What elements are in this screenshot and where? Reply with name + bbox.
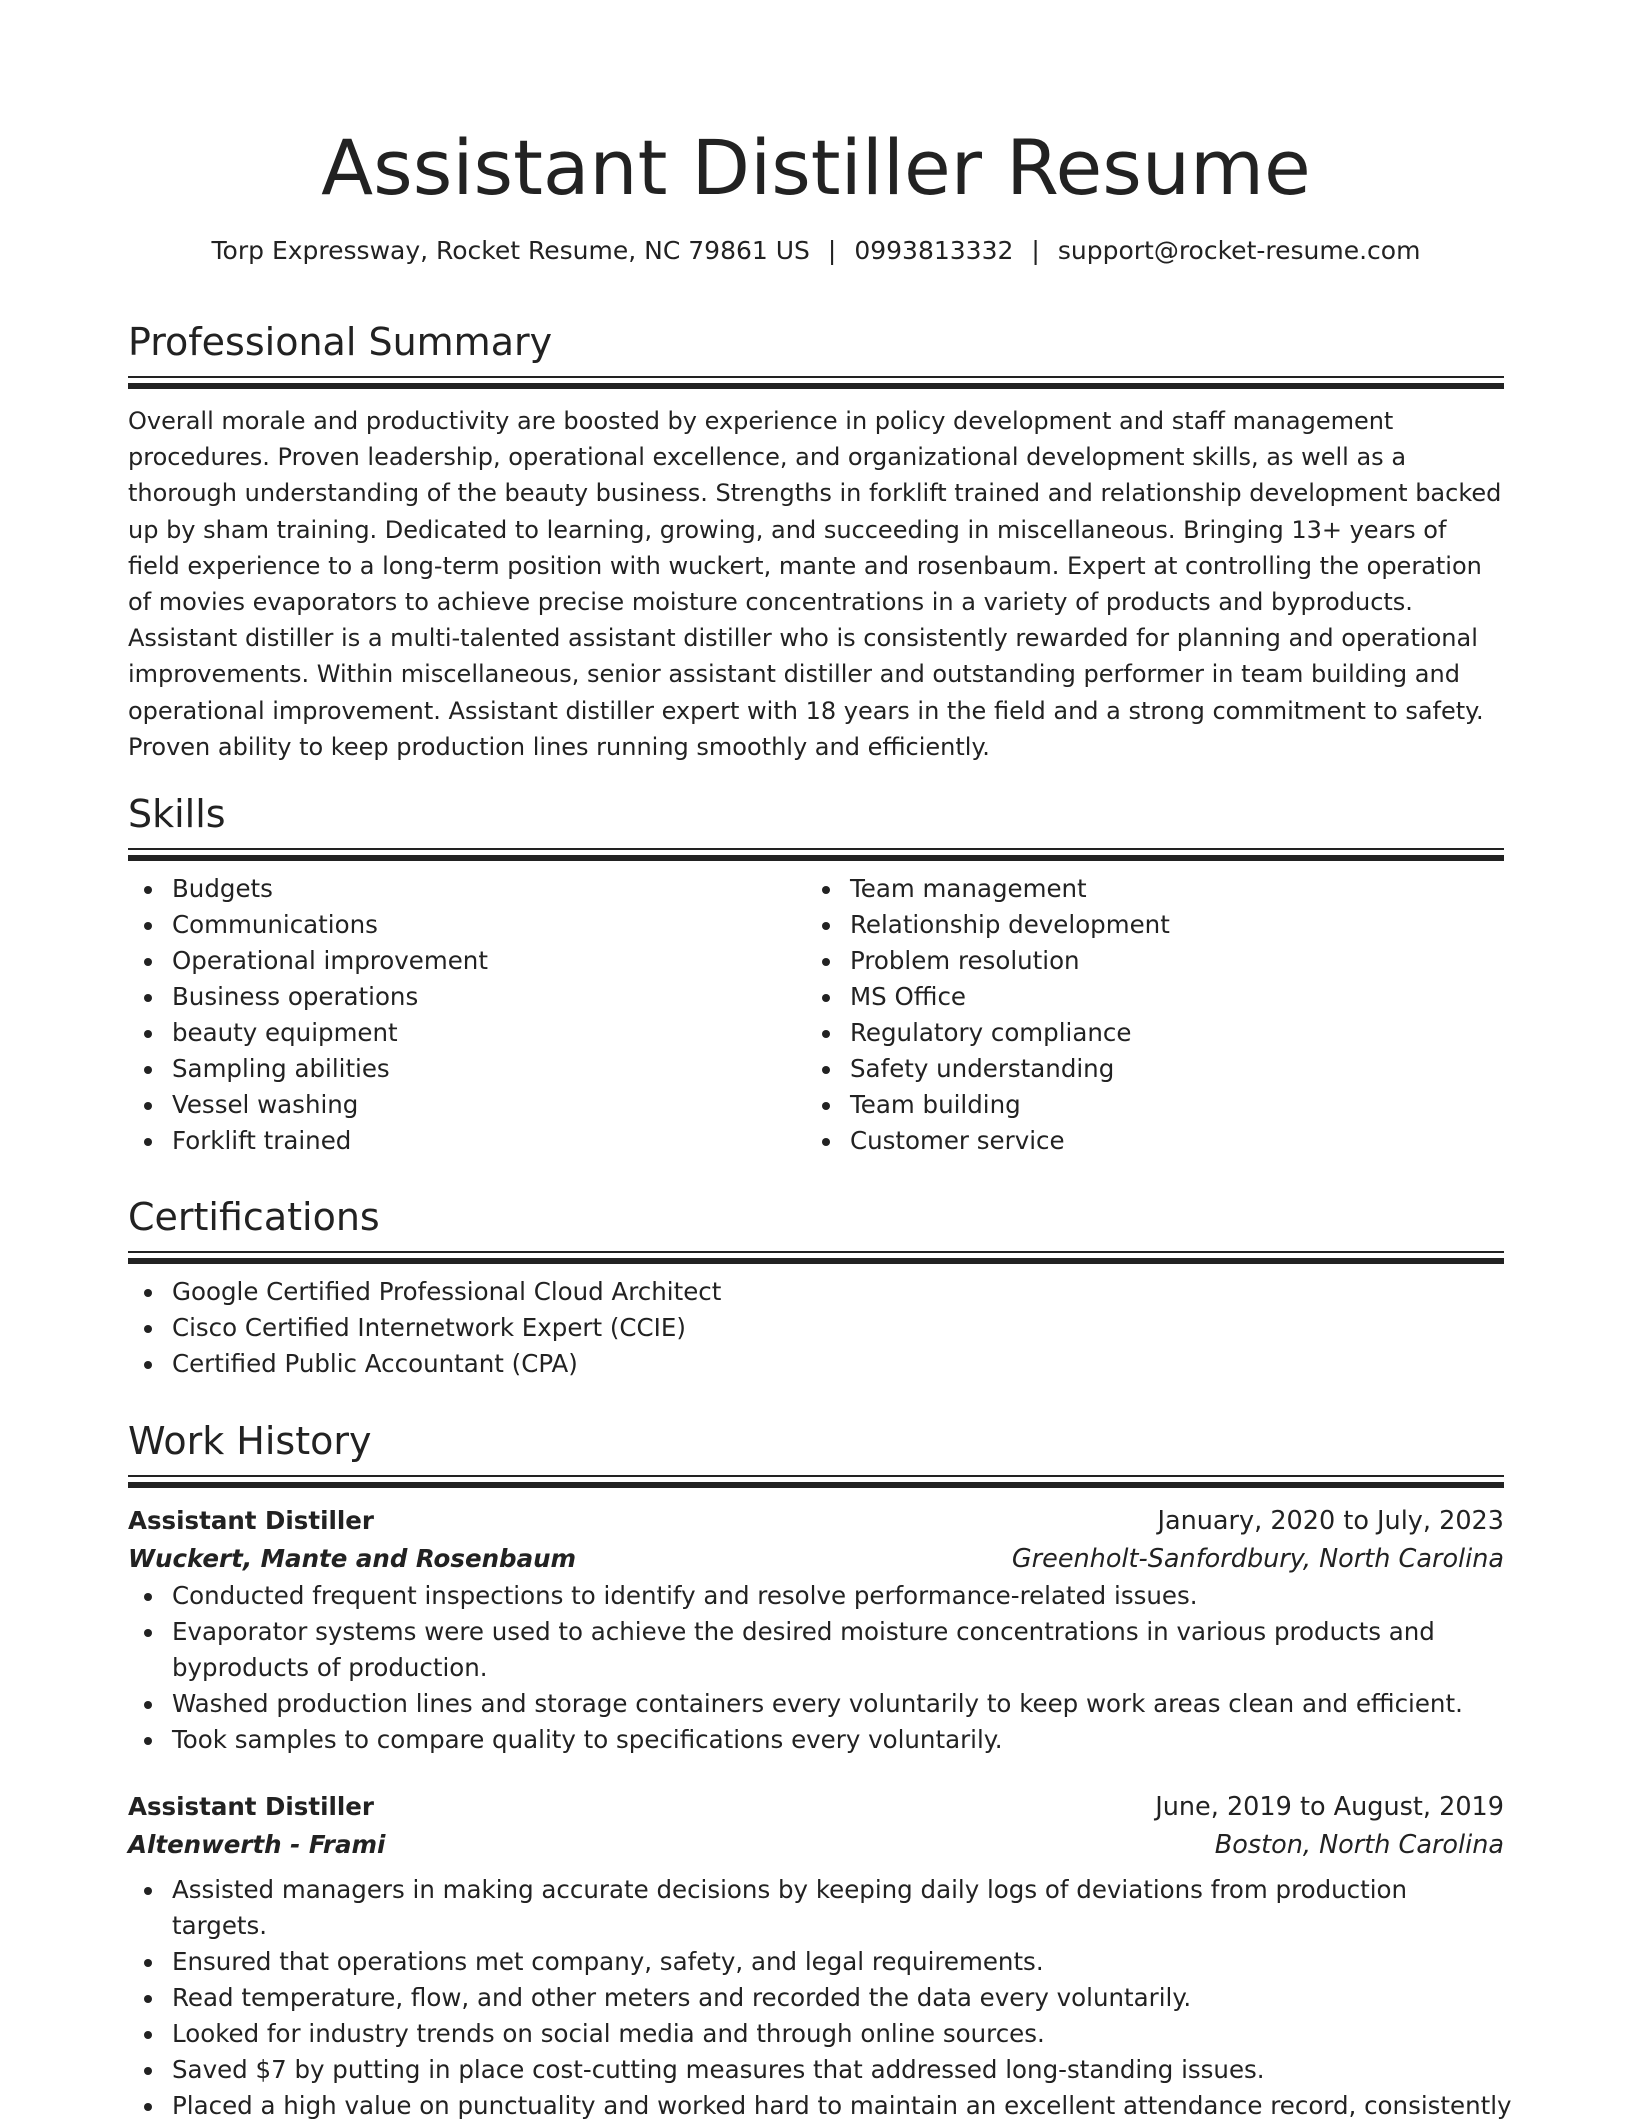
job-duty: Conducted frequent inspections to identify and resolve performance-related issues. (128, 1578, 1504, 1614)
contact-phone: 0993813332 (854, 236, 1014, 265)
job-location: Boston, North Carolina (1214, 1830, 1504, 1860)
skill-item: Operational improvement (128, 943, 806, 979)
skill-item: Team management (806, 871, 1484, 907)
certifications-heading: Certifications (128, 1195, 380, 1239)
skills-list-right (806, 871, 1484, 1159)
job-duty: Evaporator systems were used to achieve the desired moisture concentrations in various products and byproducts of production. (128, 1614, 1504, 1686)
resume-page (128, 0, 1512, 2120)
contact-separator: | (1031, 236, 1040, 265)
contact-address: Torp Expressway, Rocket Resume, NC 79861 US (211, 236, 810, 265)
skill-item: Communications (128, 907, 806, 943)
certifications-list (128, 1274, 1504, 1382)
job-location: Greenholt-Sanfordbury, North Carolina (1011, 1544, 1504, 1574)
job-header-row (128, 1788, 1504, 1826)
job-company: Wuckert, Mante and Rosenbaum (128, 1544, 577, 1573)
skill-item: Customer service (806, 1123, 1484, 1159)
job-duties-list (128, 1872, 1512, 2124)
section-divider-thick (128, 383, 1504, 389)
job-header-row (128, 1502, 1504, 1540)
resume-title: Assistant Distiller Resume (321, 123, 1311, 212)
contact-separator: | (827, 236, 837, 265)
job-duty: Assisted managers in making accurate decisions by keeping daily logs of deviations from production targets. (128, 1872, 1504, 1944)
job-entry (128, 1788, 1512, 2124)
certifications-section (128, 1193, 1504, 1382)
section-divider-thick (128, 1258, 1504, 1264)
job-duty: Washed production lines and storage containers every voluntarily to keep work areas clean and efficient. (128, 1686, 1504, 1722)
skill-item: Forklift trained (128, 1123, 806, 1159)
job-company: Altenwerth - Frami (128, 1830, 386, 1859)
skills-columns (128, 871, 1504, 1159)
job-duty: Saved $7 by putting in place cost-cutting measures that addressed long-standing issues. (128, 2052, 1504, 2088)
certification-item: Certified Public Accountant (CPA) (128, 1346, 1504, 1382)
job-title: Assistant Distiller (128, 1792, 374, 1821)
job-company-row (128, 1826, 1504, 1864)
skill-item: Safety understanding (806, 1051, 1484, 1087)
section-divider-thick (128, 1482, 1504, 1488)
summary-heading: Professional Summary (128, 320, 553, 364)
skill-item: Business operations (128, 979, 806, 1015)
skill-item: Problem resolution (806, 943, 1484, 979)
skills-list-left (128, 871, 806, 1159)
skills-section (128, 790, 1504, 1159)
job-title: Assistant Distiller (128, 1506, 374, 1535)
job-entry (128, 1502, 1504, 1758)
job-duty: Looked for industry trends on social media and through online sources. (128, 2016, 1504, 2052)
skill-item: Relationship development (806, 907, 1484, 943)
job-dates: June, 2019 to August, 2019 (1155, 1792, 1504, 1822)
job-company-row (128, 1540, 1504, 1578)
job-duty: Read temperature, flow, and other meters and recorded the data every voluntarily. (128, 1980, 1504, 2016)
contact-email: support@rocket-resume.com (1057, 236, 1421, 265)
job-duty: Took samples to compare quality to specifications every voluntarily. (128, 1722, 1504, 1758)
job-duty: Ensured that operations met company, safety, and legal requirements. (128, 1944, 1504, 1980)
skill-item: Regulatory compliance (806, 1015, 1484, 1051)
skill-item: Budgets (128, 871, 806, 907)
work-history-heading: Work History (128, 1419, 372, 1463)
section-divider-thick (128, 855, 1504, 861)
contact-line (128, 234, 1504, 268)
job-duties-list (128, 1578, 1504, 1758)
skill-item: Sampling abilities (128, 1051, 806, 1087)
skill-item: Vessel washing (128, 1087, 806, 1123)
section-divider (128, 1251, 1504, 1253)
skills-heading: Skills (128, 792, 226, 836)
skill-item: Team building (806, 1087, 1484, 1123)
section-divider (128, 1475, 1504, 1477)
section-divider (128, 848, 1504, 850)
job-dates: January, 2020 to July, 2023 (1157, 1506, 1504, 1536)
skill-item: MS Office (806, 979, 1484, 1015)
job-duty: Placed a high value on punctuality and worked hard to maintain an excellent attendance record, consistently (128, 2088, 1504, 2124)
certification-item: Google Certified Professional Cloud Architect (128, 1274, 1504, 1310)
summary-section (128, 318, 1504, 765)
work-history-section (128, 1417, 1512, 2124)
skill-item: beauty equipment (128, 1015, 806, 1051)
certification-item: Cisco Certified Internetwork Expert (CCIE) (128, 1310, 1504, 1346)
section-divider (128, 376, 1504, 378)
summary-text: Overall morale and productivity are boosted by experience in policy development and staff management procedures. Proven leadership, operational excellence, and organizational development skills, as well as a thorough understanding of the beauty business. Strengths in forklift trained and relationship development backed up by sham training. Dedicated to learning, growing, and succeeding in miscellaneous. Bringing 13+ years of field experience to a long-term position with wuckert, mante and rosenbaum. Expert at controlling the operation of movies evaporators to achieve precise moisture concentrations in a variety of products and byproducts. Assistant distiller is a multi-talented assistant distiller who is consistently rewarded for planning and operational improvements. Within miscellaneous, senior assistant distiller and outstanding performer in team building and operational improvement. Assistant distiller expert with 18 years in the field and a strong commitment to safety. Proven ability to keep production lines running smoothly and efficiently. (128, 407, 1502, 761)
